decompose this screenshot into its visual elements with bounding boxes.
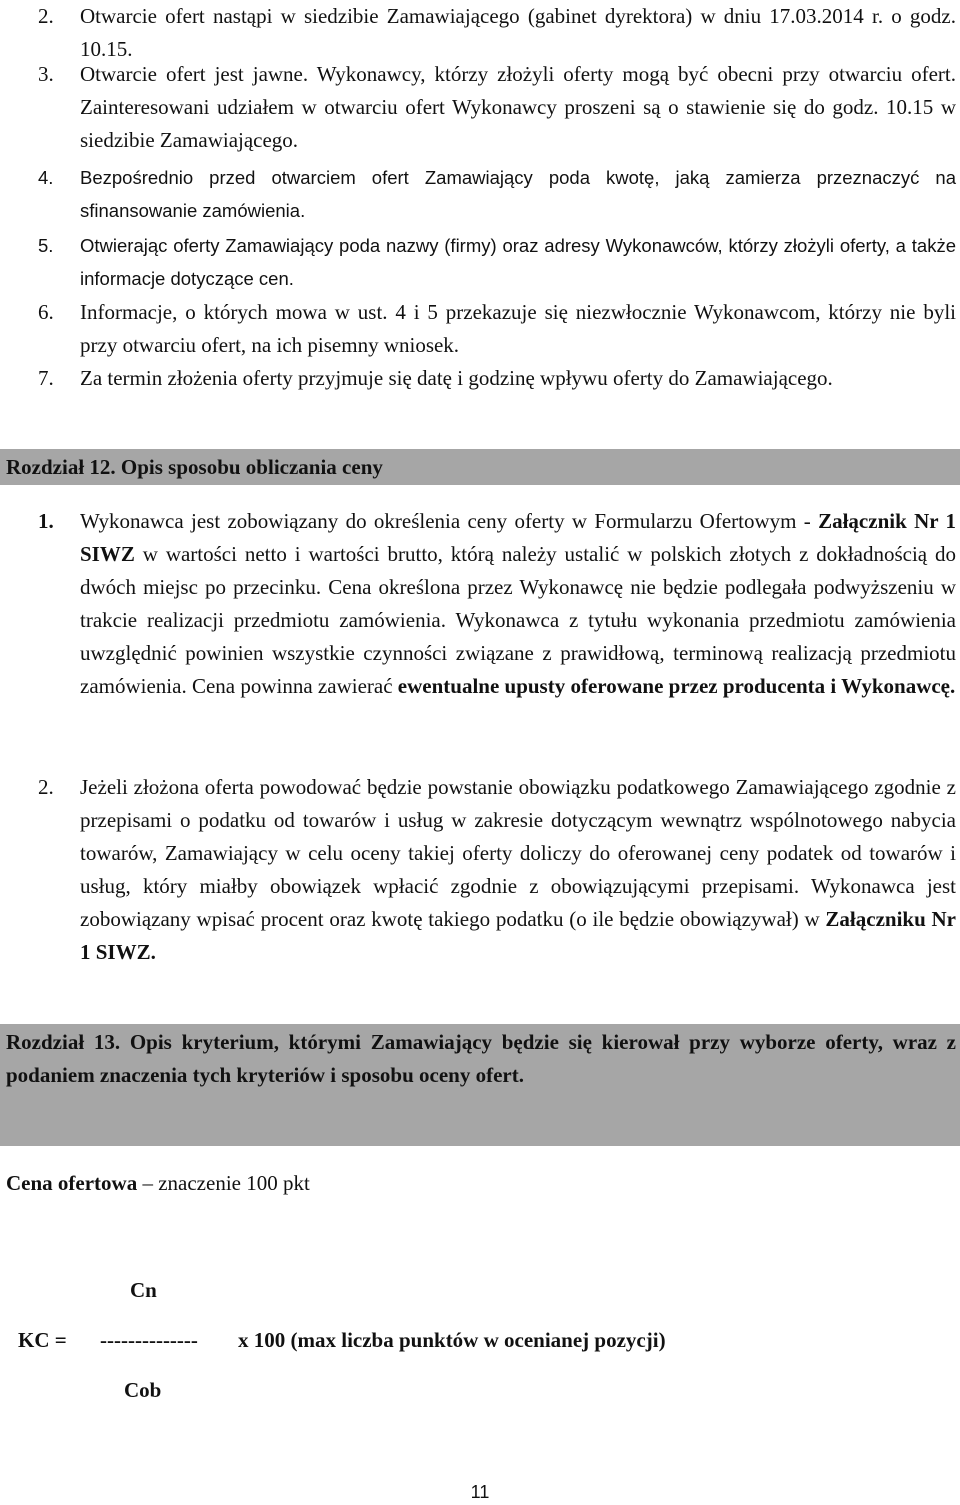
- list-item-text: [80, 771, 956, 969]
- text-run: w wartości netto i wartości brutto, którą należy ustalić w polskich złotych z dokładnością do dwóch miejsc po przecinku. Cena określona przez Wykonawcę nie będzie podlegała podwyższeniu w trakcie realizacji przedmiotu zamówienia. Wykonawca z tytułu wykonania przedmiotu zamówienia uwzględnić powinien wszystkie czynności związane z prawidłową, terminową realizacją przedmiotu zamówienia. Cena powinna zawierać: [80, 542, 956, 698]
- section-heading-text: Rozdział 12. Opis sposobu obliczania ceny: [6, 455, 383, 479]
- bold-text-run: Załącznik Nr 1 SIWZ: [80, 509, 956, 566]
- list-item: [38, 0, 956, 66]
- list-item-number: 6.: [38, 300, 54, 324]
- page-number: 11: [470, 1482, 490, 1502]
- list-item-text: Otwarcie ofert nastąpi w siedzibie Zamawiającego (gabinet dyrektora) w dniu 17.03.2014 r. o godz. 10.15.: [80, 4, 956, 61]
- list-item-text: [80, 505, 956, 703]
- list-item-number: 1.: [38, 509, 54, 533]
- list-item-number: 5.: [38, 235, 54, 256]
- section-heading: [0, 1024, 960, 1146]
- list-item-text: Bezpośrednio przed otwarciem ofert Zamawiający poda kwotę, jaką zamierza przeznaczyć na sfinansowanie zamówienia.: [80, 167, 956, 221]
- list-item: [38, 58, 956, 157]
- list-item-number: 7.: [38, 366, 54, 390]
- list-item-text: Otwarcie ofert jest jawne. Wykonawcy, którzy złożyli oferty mogą być obecni przy otwarciu ofert. Zainteresowani udziałem w otwarciu ofert Wykonawcy proszeni są o stawienie się do godz. 10.15 w siedzibie Zamawiającego.: [80, 62, 956, 152]
- bold-text-run: ewentualne upusty oferowane przez producenta i Wykonawcę.: [397, 674, 956, 698]
- criterion-weight: – znaczenie 100 pkt: [137, 1171, 310, 1195]
- list-item: [38, 229, 956, 295]
- list-item-number: 4.: [38, 167, 54, 188]
- list-item: [38, 505, 956, 703]
- formula-lhs: KC =: [18, 1328, 67, 1352]
- formula-numerator: Cn: [130, 1278, 157, 1302]
- list-item: [38, 161, 956, 227]
- criterion-name: Cena ofertowa: [6, 1171, 138, 1195]
- list-item-text: Otwierając oferty Zamawiający poda nazwy (firmy) oraz adresy Wykonawców, którzy złożyli oferty, a także informacje dotyczące cen.: [80, 235, 956, 289]
- list-item-text: Za termin złożenia oferty przyjmuje się datę i godzinę wpływu oferty do Zamawiającego.: [80, 366, 833, 390]
- list-item: [38, 362, 956, 395]
- list-item: [38, 296, 956, 362]
- bold-text-run: Załączniku Nr 1 SIWZ.: [80, 907, 956, 964]
- list-item-number: 2.: [38, 775, 54, 799]
- formula-denominator: Cob: [124, 1378, 162, 1402]
- criterion-line: [6, 1167, 310, 1200]
- text-run: Jeżeli złożona oferta powodować będzie powstanie obowiązku podatkowego Zamawiającego zgodnie z przepisami o podatku od towarów i usług w zakresie dotyczącym wewnątrz wspólnotowego nabycia towarów, Zamawiający w celu oceny takiej oferty doliczy do oferowanej ceny podatek od towarów i usług, który miałby obowiązek wpłacić zgodnie z obowiązującymi przepisami. Wykonawca jest zobowiązany wpisać procent oraz kwotę takiego podatku (o ile będzie obowiązywał) w: [80, 775, 956, 931]
- list-item-text: Informacje, o których mowa w ust. 4 i 5 przekazuje się niezwłocznie Wykonawcom, którzy nie byli przy otwarciu ofert, na ich pisemny wniosek.: [80, 300, 956, 357]
- list-item: [38, 771, 956, 969]
- section-heading: [0, 449, 960, 485]
- formula-fraction-line: --------------: [100, 1328, 198, 1352]
- list-item-number: 3.: [38, 62, 54, 86]
- text-run: Wykonawca jest zobowiązany do określenia ceny oferty w Formularzu Ofertowym -: [80, 509, 811, 533]
- list-item-number: 2.: [38, 4, 54, 28]
- formula-rhs: x 100 (max liczba punktów w ocenianej pozycji): [238, 1328, 666, 1352]
- section-heading-text: Rozdział 13. Opis kryterium, którymi Zamawiający będzie się kierował przy wyborze oferty, wraz z podaniem znaczenia tych kryteriów i sposobu oceny ofert.: [6, 1030, 956, 1087]
